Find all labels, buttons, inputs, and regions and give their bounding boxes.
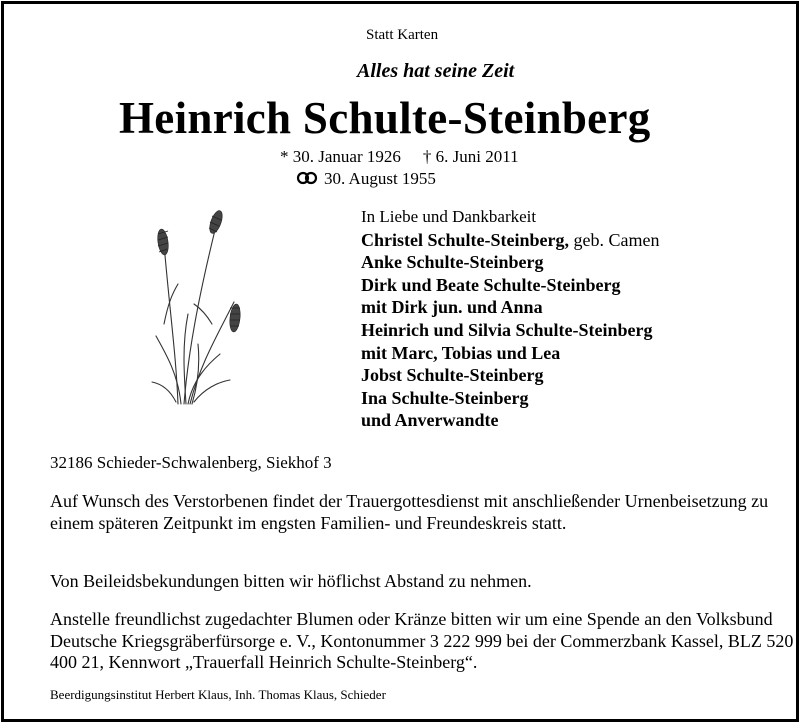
mourner-line: [361, 229, 659, 252]
mourners-intro: In Liebe und Dankbarkeit: [361, 207, 537, 226]
mourner-line: mit Dirk jun. und Anna: [361, 297, 543, 318]
wedding-date: 30. August 1955: [324, 169, 436, 188]
mourner-line: Heinrich und Silvia Schulte-Steinberg: [361, 319, 653, 340]
deceased-name: Heinrich Schulte-Steinberg: [119, 93, 651, 143]
mourner-line: mit Marc, Tobias und Lea: [361, 342, 561, 363]
family-address: 32186 Schieder-Schwalenberg, Siekhof 3: [50, 453, 332, 472]
life-dates: [280, 147, 519, 167]
mourner-line: Dirk und Beate Schulte-Steinberg: [361, 274, 621, 295]
death-date: † 6. Juni 2011: [422, 147, 519, 166]
mourner-name: Christel Schulte-Steinberg,: [361, 229, 569, 250]
statt-karten-label: Statt Karten: [366, 27, 439, 43]
motto-heading: Alles hat seine Zeit: [357, 60, 515, 82]
wedding-date-row: [296, 169, 436, 189]
condolence-paragraph: Von Beileidsbekundungen bitten wir höflichst Abstand zu nehmen.: [50, 571, 532, 591]
service-paragraph: Auf Wunsch des Verstorbenen findet der Trauergottesdienst mit anschließender Urnenbeisetzung zu einem späteren Zeitpunkt im engsten Familien- und Freundeskreis statt.: [50, 491, 769, 533]
wedding-rings-icon: [296, 171, 318, 185]
funeral-home-footer: Beerdigungsinstitut Herbert Klaus, Inh. Thomas Klaus, Schieder: [50, 687, 386, 702]
donation-paragraph: Anstelle freundlichst zugedachter Blumen oder Kränze bitten wir um eine Spende an den Volksbund Deutsche Kriegsgräberfürsorge e. V., Kontonummer 3 222 999 bei der Commerzbank Kassel, BLZ 520 400 21, Kennwort „Trauerfall Heinrich Schulte-Steinberg“.: [50, 609, 794, 672]
mourner-line: und Anverwandte: [361, 410, 499, 431]
death-notice: [1, 1, 799, 722]
wheat-ears-illustration: [148, 204, 258, 409]
mourners-block: [361, 206, 659, 432]
mourner-line: Anke Schulte-Steinberg: [361, 252, 544, 273]
birth-date: * 30. Januar 1926: [280, 147, 401, 166]
mourner-line: Jobst Schulte-Steinberg: [361, 365, 544, 386]
maiden-name: geb. Camen: [573, 229, 660, 250]
mourner-line: Ina Schulte-Steinberg: [361, 387, 529, 408]
